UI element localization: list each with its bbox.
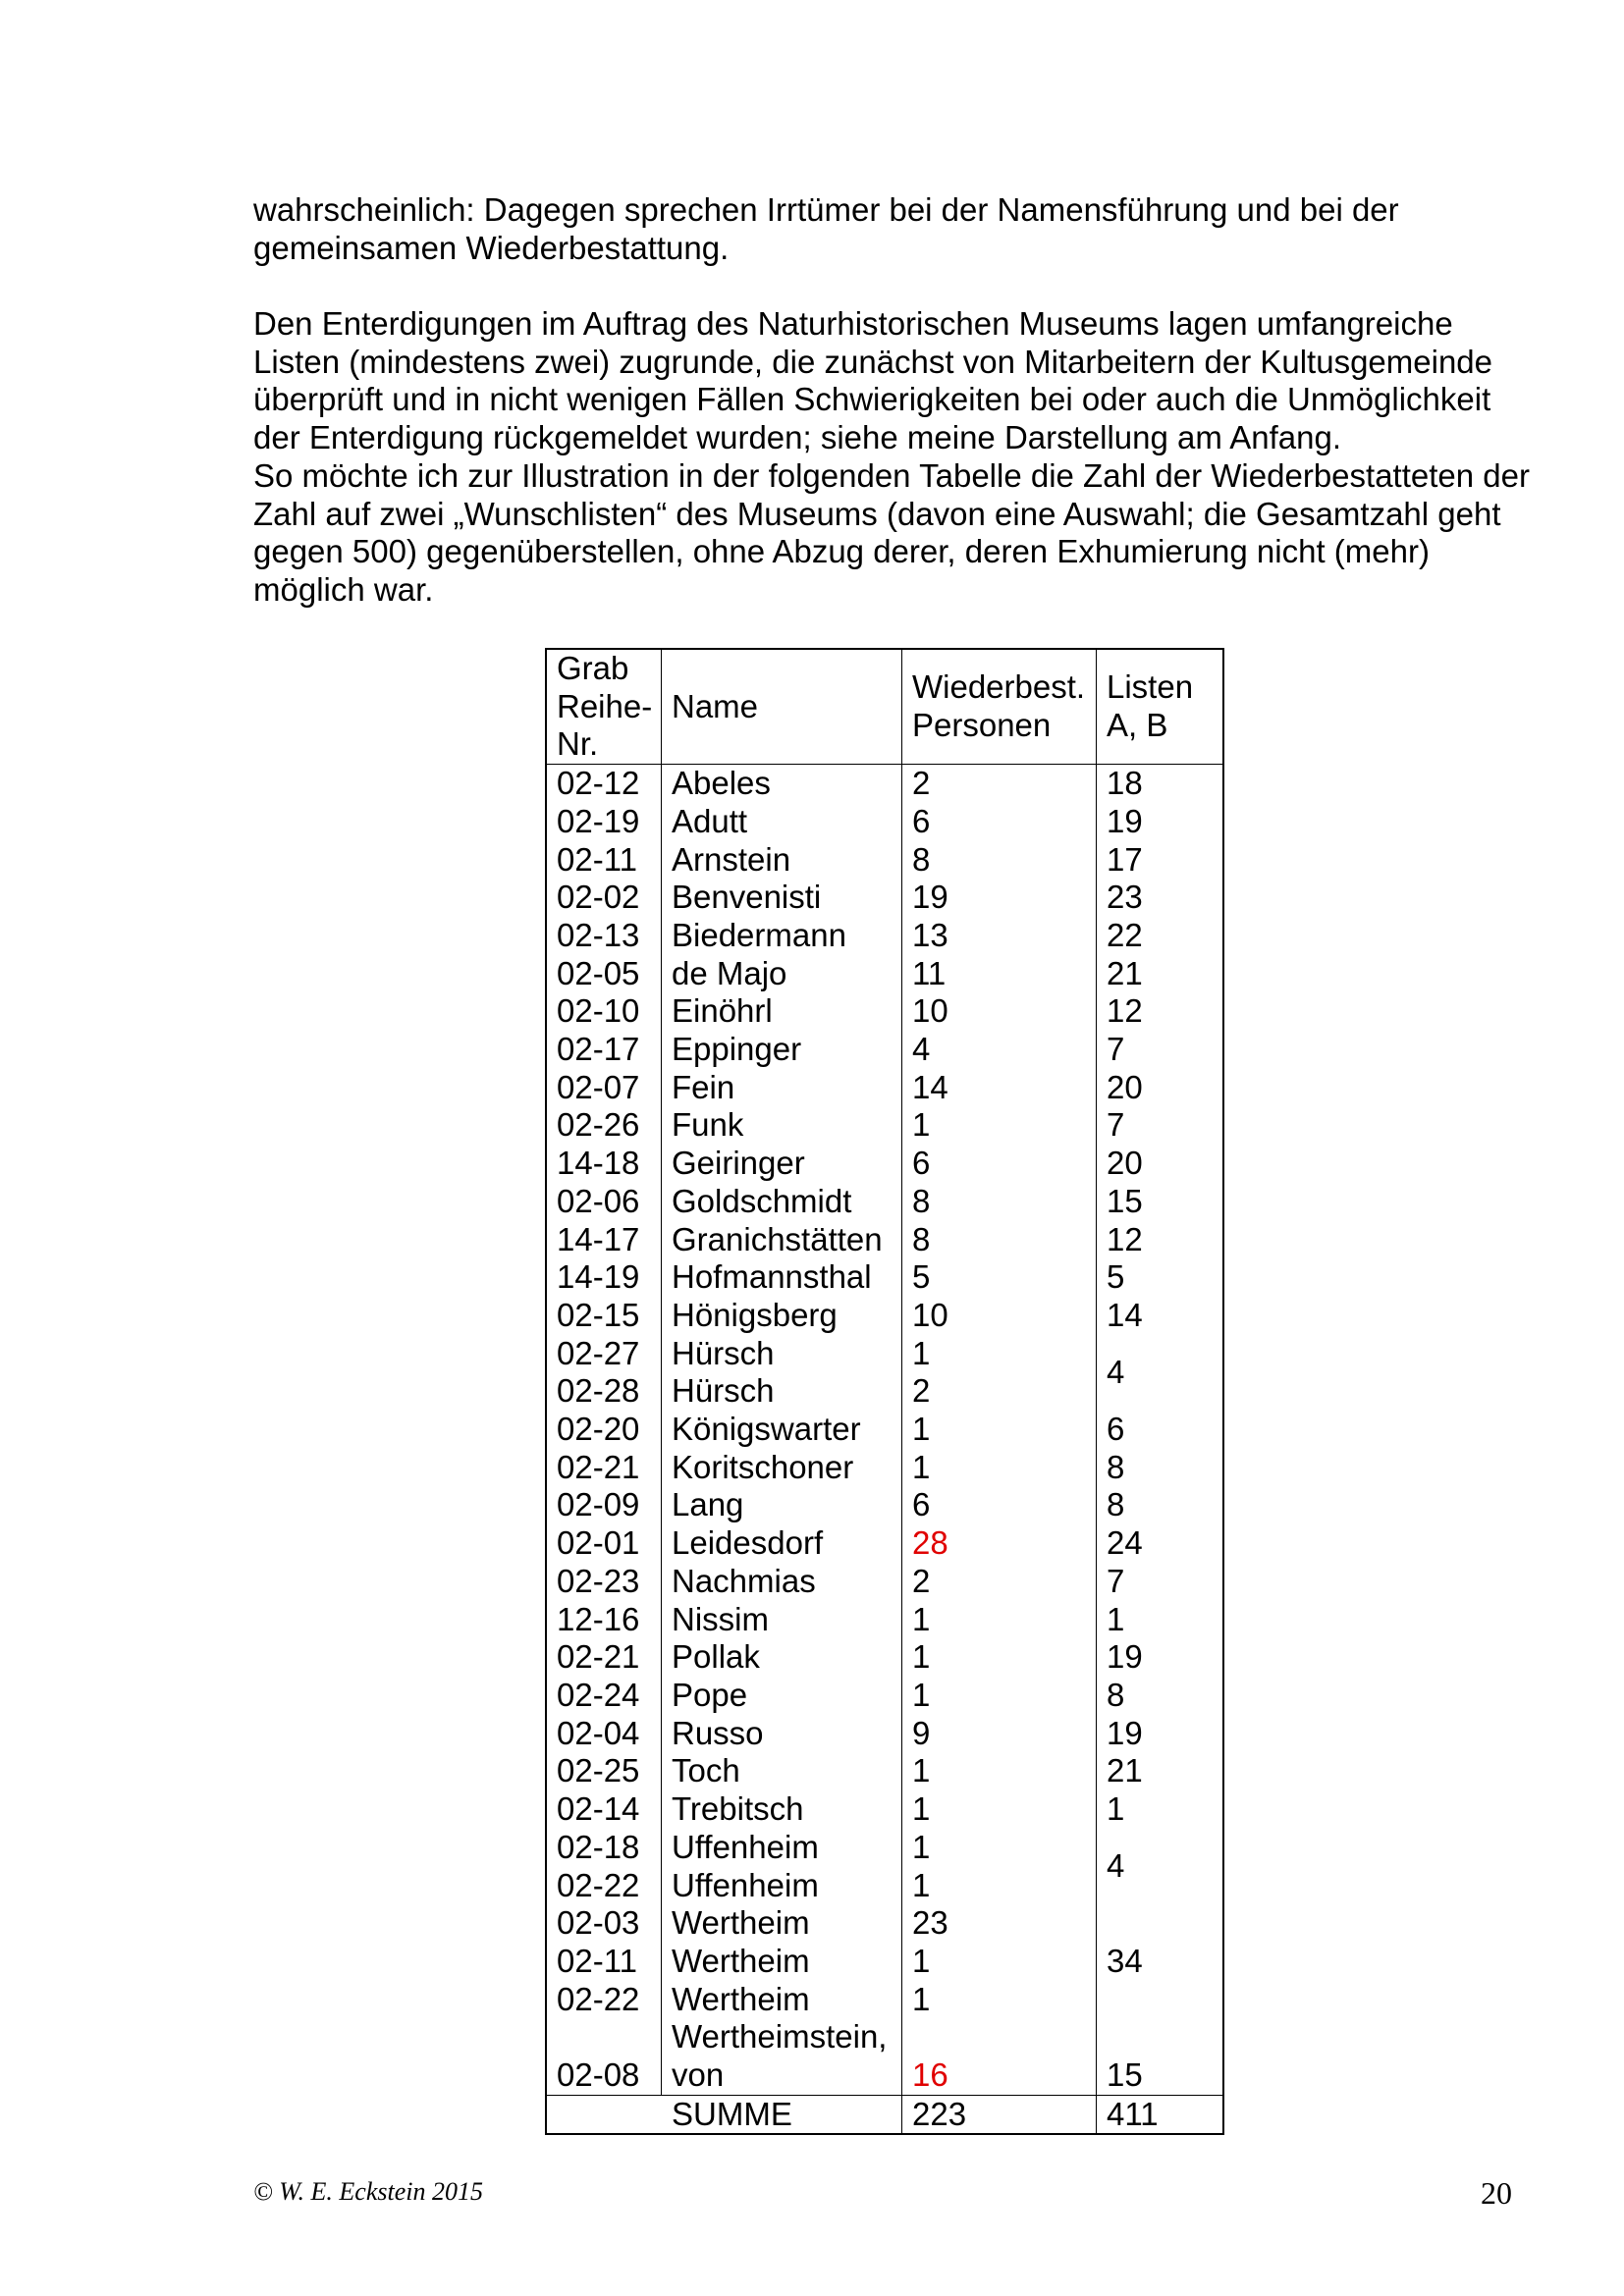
- header-lists: [1097, 649, 1224, 765]
- cell-persons: 1: [902, 1449, 1097, 1487]
- cell-lists: 20: [1107, 1068, 1143, 1105]
- sum-label: SUMME: [546, 2095, 902, 2134]
- cell-grab: 02-13: [546, 917, 662, 955]
- cell-lists: 22: [1107, 916, 1143, 953]
- cell-grab: 02-23: [546, 1563, 662, 1601]
- cell-name: Russo: [662, 1715, 902, 1753]
- cell-name: Wertheim: [662, 1981, 902, 2019]
- cell-name: Granichstätten: [662, 1221, 902, 1259]
- cell-persons: 11: [902, 955, 1097, 993]
- table-row: [546, 1031, 1223, 1069]
- cell-grab: 02-15: [546, 1297, 662, 1335]
- cell-lists: 8: [1107, 1448, 1125, 1485]
- cell-name: Koritschoner: [662, 1449, 902, 1487]
- cell-grab: 02-24: [546, 1677, 662, 1715]
- cell-persons: 2: [902, 1372, 1097, 1411]
- cell-name: Königswarter: [662, 1411, 902, 1449]
- cell-persons: 1: [902, 1752, 1097, 1790]
- cell-grab: 02-17: [546, 1031, 662, 1069]
- cell-name: Trebitsch: [662, 1790, 902, 1829]
- cell-lists: 1: [1107, 1790, 1125, 1828]
- header-lists-line: A, B: [1107, 707, 1168, 744]
- cell-grab: 02-22: [546, 1981, 662, 2019]
- cell-persons: 1: [902, 1638, 1097, 1677]
- table-row: [546, 1524, 1223, 1563]
- table-row: [546, 765, 1223, 803]
- copyright-footer: © W. E. Eckstein 2015: [253, 2177, 483, 2206]
- cell-lists: 5: [1107, 1258, 1125, 1296]
- cell-name: Wertheim: [662, 1943, 902, 1981]
- cell-persons: 23: [902, 1904, 1097, 1943]
- cell-grab: 14-19: [546, 1258, 662, 1297]
- header-lists-line: Listen: [1107, 668, 1194, 706]
- cell-persons: 1: [902, 1411, 1097, 1449]
- paragraph-2: Den Enterdigungen im Auftrag des Naturhistorischen Museums lagen umfangreiche Listen (mindestens zwei) zugrunde, die zunächst von Mitarbeitern der Kultusgemeinde überprüft und in nicht wenigen Fällen Schwierigkeiten bei oder auch die Unmöglichkeit der Enterdigung rückgemeldet wurden; siehe meine Darstellung am Anfang.: [253, 305, 1493, 456]
- table-row: [546, 1829, 1223, 1867]
- cell-persons: 1: [902, 1106, 1097, 1145]
- table-row: [546, 1486, 1223, 1524]
- cell-lists: 14: [1107, 1296, 1143, 1333]
- table-row: [546, 1183, 1223, 1221]
- cell-grab: 02-22: [546, 1867, 662, 1905]
- header-grab: [546, 649, 662, 765]
- cell-name: Hürsch: [662, 1372, 902, 1411]
- cell-persons: 2: [902, 1563, 1097, 1601]
- cell-name: Hürsch: [662, 1335, 902, 1373]
- table-body: [546, 765, 1223, 2096]
- cell-lists: 24: [1107, 1524, 1143, 1562]
- table-row: [546, 1449, 1223, 1487]
- paragraph-group: [253, 305, 1530, 610]
- cell-persons: 16: [902, 2018, 1097, 2095]
- cell-grab: 02-21: [546, 1638, 662, 1677]
- table-row: [546, 1335, 1223, 1373]
- cell-persons: 14: [902, 1069, 1097, 1107]
- cell-lists: 18: [1107, 765, 1143, 802]
- cell-persons: 19: [902, 879, 1097, 917]
- cell-persons: 1: [902, 1677, 1097, 1715]
- cell-lists: 12: [1107, 1220, 1143, 1257]
- cell-grab: 02-12: [546, 765, 662, 803]
- cell-grab: 02-20: [546, 1411, 662, 1449]
- cell-name: Fein: [662, 1069, 902, 1107]
- cell-lists: 21: [1107, 1752, 1143, 1789]
- cell-name: Funk: [662, 1106, 902, 1145]
- cell-grab: 02-14: [546, 1790, 662, 1829]
- cell-persons: 9: [902, 1715, 1097, 1753]
- cell-lists: 6: [1107, 1411, 1125, 1448]
- header-name: Name: [662, 649, 902, 765]
- table-row: [546, 1297, 1223, 1335]
- cell-persons: 6: [902, 1486, 1097, 1524]
- cell-lists: 12: [1107, 992, 1143, 1030]
- cell-name: Leidesdorf: [662, 1524, 902, 1563]
- cell-name: Uffenheim: [662, 1829, 902, 1867]
- cell-lists: 21: [1107, 954, 1143, 991]
- cell-name: Uffenheim: [662, 1867, 902, 1905]
- cell-name: Pollak: [662, 1638, 902, 1677]
- cell-grab: 02-21: [546, 1449, 662, 1487]
- cell-grab: 12-16: [546, 1601, 662, 1639]
- cell-grab: 02-06: [546, 1183, 662, 1221]
- cell-grab: 02-18: [546, 1829, 662, 1867]
- table-row: [546, 917, 1223, 955]
- header-persons: [902, 649, 1097, 765]
- cell-grab: 02-07: [546, 1069, 662, 1107]
- cell-name: Biedermann: [662, 917, 902, 955]
- cell-grab: 02-19: [546, 803, 662, 841]
- cell-persons: 13: [902, 917, 1097, 955]
- cell-grab: 02-11: [546, 1943, 662, 1981]
- table-row: [546, 1258, 1223, 1297]
- cell-name: Adutt: [662, 803, 902, 841]
- cell-lists: 1: [1107, 1600, 1125, 1637]
- paragraph-1: wahrscheinlich: Dagegen sprechen Irrtümer bei der Namensführung und bei der gemeinsamen Wiederbestattung.: [253, 191, 1399, 266]
- cell-name: Goldschmidt: [662, 1183, 902, 1221]
- table-row: [546, 1563, 1223, 1601]
- table-row: [546, 1677, 1223, 1715]
- cell-persons: 1: [902, 1335, 1097, 1373]
- cell-persons: 8: [902, 1221, 1097, 1259]
- header-persons-line: Personen: [912, 707, 1052, 744]
- cell-name: Pope: [662, 1677, 902, 1715]
- header-grab-line: Reihe-: [557, 687, 653, 724]
- cell-lists: 8: [1107, 1486, 1125, 1523]
- table-header-row: [546, 649, 1223, 765]
- cell-persons: 10: [902, 1297, 1097, 1335]
- cell-lists: 19: [1107, 1714, 1143, 1751]
- cell-lists: 19: [1107, 802, 1143, 839]
- sum-persons: 223: [902, 2095, 1097, 2134]
- table-row: [546, 1638, 1223, 1677]
- table-row: [546, 1790, 1223, 1829]
- cell-persons: 1: [902, 1981, 1097, 2019]
- comparison-table: [545, 648, 1224, 2135]
- header-grab-line: Grab: [557, 650, 629, 686]
- cell-persons: 1: [902, 1867, 1097, 1905]
- cell-name: Toch: [662, 1752, 902, 1790]
- cell-grab: 02-01: [546, 1524, 662, 1563]
- cell-lists: 34: [1107, 1942, 1143, 1979]
- cell-persons: 8: [902, 841, 1097, 880]
- cell-grab: 02-10: [546, 992, 662, 1031]
- cell-grab: 02-03: [546, 1904, 662, 1943]
- cell-lists: 8: [1107, 1676, 1125, 1713]
- cell-persons: 5: [902, 1258, 1097, 1297]
- cell-grab: 02-25: [546, 1752, 662, 1790]
- cell-lists: 7: [1107, 1031, 1125, 1068]
- table-row: [546, 1069, 1223, 1107]
- cell-lists: 4: [1107, 1847, 1125, 1885]
- cell-lists: 17: [1107, 840, 1143, 878]
- cell-name: Wertheim: [662, 1904, 902, 1943]
- cell-persons: 1: [902, 1790, 1097, 1829]
- cell-grab: 02-27: [546, 1335, 662, 1373]
- table-row: [546, 1715, 1223, 1753]
- cell-name: Geiringer: [662, 1145, 902, 1183]
- cell-grab: 02-04: [546, 1715, 662, 1753]
- cell-lists: 7: [1107, 1562, 1125, 1599]
- cell-name: Hofmannsthal: [662, 1258, 902, 1297]
- table-row: [546, 879, 1223, 917]
- cell-persons: 4: [902, 1031, 1097, 1069]
- cell-name: Nachmias: [662, 1563, 902, 1601]
- cell-name: Hönigsberg: [662, 1297, 902, 1335]
- cell-lists: 23: [1107, 879, 1143, 916]
- cell-lists: 15: [1107, 1182, 1143, 1219]
- cell-name: Einöhrl: [662, 992, 902, 1031]
- header-persons-line: Wiederbest.: [912, 668, 1086, 706]
- cell-grab: 02-05: [546, 955, 662, 993]
- table-row: [546, 1145, 1223, 1183]
- cell-lists: 4: [1107, 1354, 1125, 1390]
- sum-lists: 411: [1097, 2095, 1224, 2134]
- table-row: [546, 841, 1223, 880]
- table-row: [546, 955, 1223, 993]
- cell-grab: 02-02: [546, 879, 662, 917]
- table-row: [546, 2018, 1223, 2095]
- cell-grab: 02-28: [546, 1372, 662, 1411]
- table-row: [546, 1221, 1223, 1259]
- cell-persons: 28: [902, 1524, 1097, 1563]
- table-row: [546, 1904, 1223, 1943]
- paragraph-3: So möchte ich zur Illustration in der folgenden Tabelle die Zahl der Wiederbestatteten der Zahl auf zwei „Wunschlisten“ des Museums (davon eine Auswahl; die Gesamtzahl geht gegen 500) gegenüberstellen, ohne Abzug derer, deren Exhumierung nicht (mehr) möglich war.: [253, 456, 1530, 608]
- cell-persons: 1: [902, 1601, 1097, 1639]
- cell-persons: 1: [902, 1943, 1097, 1981]
- cell-persons: 1: [902, 1829, 1097, 1867]
- cell-persons: 6: [902, 1145, 1097, 1183]
- cell-name: de Majo: [662, 955, 902, 993]
- table-row: [546, 1106, 1223, 1145]
- cell-persons: 8: [902, 1183, 1097, 1221]
- table-row: [546, 1411, 1223, 1449]
- cell-name: Abeles: [662, 765, 902, 803]
- cell-lists: 15: [1107, 2056, 1143, 2094]
- cell-name: Wertheimstein, von: [662, 2018, 902, 2095]
- cell-grab: 02-11: [546, 841, 662, 880]
- cell-grab: 14-17: [546, 1221, 662, 1259]
- table-row: [546, 803, 1223, 841]
- cell-name: Lang: [662, 1486, 902, 1524]
- cell-grab: 02-08: [546, 2018, 662, 2095]
- sum-row: [546, 2095, 1223, 2134]
- cell-name: Arnstein: [662, 841, 902, 880]
- cell-persons: 2: [902, 765, 1097, 803]
- cell-name: Benvenisti: [662, 879, 902, 917]
- cell-grab: 02-09: [546, 1486, 662, 1524]
- cell-persons: 10: [902, 992, 1097, 1031]
- header-grab-line: Nr.: [557, 725, 599, 763]
- cell-name: Eppinger: [662, 1031, 902, 1069]
- cell-lists: 20: [1107, 1145, 1143, 1182]
- table-row: [546, 992, 1223, 1031]
- table-row: [546, 1752, 1223, 1790]
- cell-lists: 7: [1107, 1106, 1125, 1144]
- cell-grab: 14-18: [546, 1145, 662, 1183]
- cell-grab: 02-26: [546, 1106, 662, 1145]
- cell-lists: 19: [1107, 1638, 1143, 1676]
- cell-name: Nissim: [662, 1601, 902, 1639]
- table-row: [546, 1601, 1223, 1639]
- page-number: 20: [1481, 2175, 1512, 2211]
- cell-persons: 6: [902, 803, 1097, 841]
